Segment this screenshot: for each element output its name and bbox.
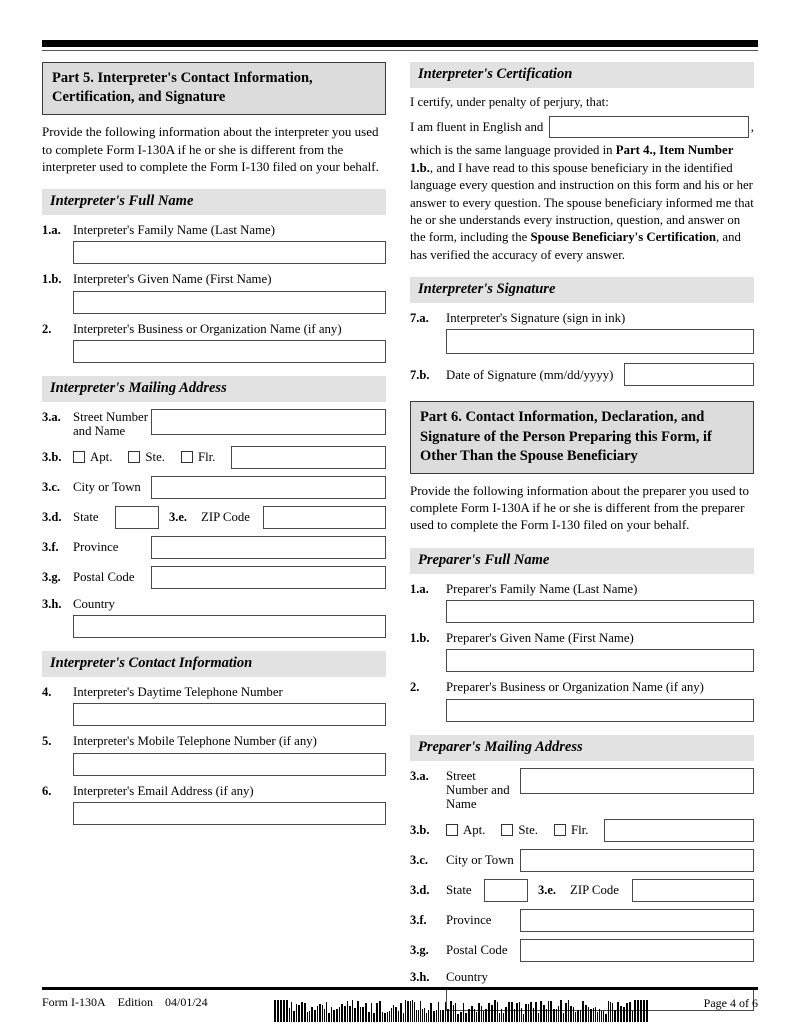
preparer-postal-code-input[interactable] bbox=[520, 939, 754, 962]
flr-checkbox[interactable] bbox=[554, 824, 566, 836]
certification-language-input[interactable] bbox=[549, 116, 749, 138]
preparer-given-name-input[interactable] bbox=[446, 649, 754, 672]
footer-form-info bbox=[42, 995, 220, 1010]
preparer-street-input[interactable] bbox=[520, 768, 754, 794]
item-number: 1.b. bbox=[42, 272, 62, 287]
item-number: 2. bbox=[42, 321, 52, 336]
item-number: 3.e. bbox=[538, 883, 557, 898]
page-footer bbox=[42, 995, 758, 1022]
certification-paragraph bbox=[410, 142, 754, 264]
interpreter-daytime-phone-input[interactable] bbox=[73, 703, 386, 726]
preparer-field-3c-row bbox=[410, 849, 754, 872]
interpreter-business-name-input[interactable] bbox=[73, 340, 386, 363]
interpreter-certification-heading: Interpreter's Certification bbox=[410, 62, 754, 88]
interpreter-certification-body bbox=[410, 94, 754, 264]
item-number: 3.h. bbox=[42, 596, 62, 611]
item-number: 1.a. bbox=[410, 581, 429, 596]
field-1a-row bbox=[42, 222, 386, 238]
interpreter-signature-date-input[interactable] bbox=[624, 363, 754, 386]
right-column bbox=[410, 62, 754, 1011]
interpreter-signature-input[interactable] bbox=[446, 329, 754, 354]
fluent-suffix-text: , bbox=[750, 119, 754, 134]
item-label: Street Number and Name bbox=[73, 410, 148, 439]
item-label: Interpreter's Business or Organization Name (if any) bbox=[73, 321, 342, 336]
field-2-row bbox=[42, 321, 386, 337]
preparer-field-3h-row bbox=[410, 969, 754, 985]
ste-checkbox[interactable] bbox=[501, 824, 513, 836]
top-rule bbox=[42, 40, 758, 47]
item-label: City or Town bbox=[446, 853, 514, 868]
left-column bbox=[42, 62, 386, 1011]
interpreter-street-input[interactable] bbox=[151, 409, 386, 435]
preparer-field-2-row bbox=[410, 679, 754, 695]
interpreter-full-name-heading: Interpreter's Full Name bbox=[42, 189, 386, 215]
preparer-unit-number-input[interactable] bbox=[604, 819, 754, 842]
interpreter-mailing-address-heading: Interpreter's Mailing Address bbox=[42, 376, 386, 402]
item-label: Country bbox=[446, 969, 488, 984]
form-id-text: Form I-130A bbox=[42, 995, 106, 1009]
item-number: 3.a. bbox=[410, 768, 429, 783]
item-number: 3.b. bbox=[410, 823, 430, 838]
preparer-family-name-input[interactable] bbox=[446, 600, 754, 623]
field-1b-row bbox=[42, 271, 386, 287]
flr-label: Flr. bbox=[570, 822, 589, 837]
apt-label: Apt. bbox=[90, 449, 113, 464]
item-label: Province bbox=[446, 913, 492, 928]
item-number: 3.a. bbox=[42, 410, 61, 425]
item-label: Interpreter's Family Name (Last Name) bbox=[73, 223, 276, 238]
item-label: Interpreter's Given Name (First Name) bbox=[73, 272, 272, 287]
preparer-field-3d-3e-row bbox=[410, 879, 754, 902]
item-label: Province bbox=[73, 540, 119, 555]
item-label: Street Number and Name bbox=[446, 768, 510, 812]
item-number: 3.h. bbox=[410, 969, 430, 984]
item-label: Preparer's Family Name (Last Name) bbox=[446, 581, 638, 596]
item-label: ZIP Code bbox=[570, 883, 619, 898]
field-3b-row bbox=[42, 446, 386, 469]
flr-checkbox[interactable] bbox=[181, 451, 193, 463]
field-7b-row bbox=[410, 363, 754, 386]
ste-checkbox[interactable] bbox=[128, 451, 140, 463]
item-number: 1.b. bbox=[410, 631, 430, 646]
ste-label: Ste. bbox=[145, 449, 165, 464]
item-number: 2. bbox=[410, 680, 420, 695]
item-label: Postal Code bbox=[73, 570, 135, 585]
field-3f-row bbox=[42, 536, 386, 559]
apt-checkbox[interactable] bbox=[446, 824, 458, 836]
item-number: 7.b. bbox=[410, 367, 430, 382]
cert-text-part-1: which is the same language provided in bbox=[410, 143, 616, 158]
certification-fluent-row bbox=[410, 116, 754, 138]
item-number: 3.c. bbox=[410, 853, 429, 868]
interpreter-country-input[interactable] bbox=[73, 615, 386, 638]
field-7a-row bbox=[410, 310, 754, 326]
item-label: Interpreter's Signature (sign in ink) bbox=[446, 311, 626, 326]
interpreter-state-input[interactable] bbox=[115, 506, 159, 529]
part6-intro: Provide the following information about the preparer you used to complete Form I-130A if he or she is different from the preparer used to complete the Form I-130 filed on your behalf. bbox=[410, 482, 750, 533]
preparer-field-3a-row bbox=[410, 768, 754, 812]
item-number: 3.d. bbox=[42, 510, 62, 525]
interpreter-mobile-phone-input[interactable] bbox=[73, 753, 386, 776]
field-4-row bbox=[42, 684, 386, 700]
edition-date-text: 04/01/24 bbox=[165, 995, 208, 1009]
interpreter-zip-input[interactable] bbox=[263, 506, 386, 529]
interpreter-email-input[interactable] bbox=[73, 802, 386, 825]
field-5-row bbox=[42, 733, 386, 749]
apt-label: Apt. bbox=[463, 822, 486, 837]
barcode bbox=[274, 996, 649, 1022]
item-number: 3.e. bbox=[169, 510, 188, 525]
item-number: 3.f. bbox=[42, 540, 59, 555]
page-number: Page 4 of 6 bbox=[703, 996, 758, 1010]
preparer-field-3b-row bbox=[410, 819, 754, 842]
item-number: 1.a. bbox=[42, 223, 61, 238]
preparer-zip-input[interactable] bbox=[632, 879, 754, 902]
fluent-prefix-text: I am fluent in English and bbox=[410, 119, 544, 134]
field-3a-row bbox=[42, 409, 386, 439]
interpreter-given-name-input[interactable] bbox=[73, 291, 386, 314]
part5-intro: Provide the following information about the interpreter you used to complete Form I-130A if he or she is different from the interpreter used to complete the Form I-130 filed on your behalf. bbox=[42, 124, 379, 174]
item-label: City or Town bbox=[73, 480, 141, 495]
item-number: 6. bbox=[42, 783, 52, 798]
cert-text-part-2: , and I have read to this spouse beneficiary in the identified language every question and instruction on this form and his or her answer to every question. The spouse beneficiary informed me that he or she understands every instruction, question, and answer on the form, including the bbox=[410, 160, 754, 245]
field-3g-row bbox=[42, 566, 386, 589]
item-label: Preparer's Business or Organization Name (if any) bbox=[446, 680, 704, 695]
item-number: 7.a. bbox=[410, 311, 429, 326]
preparer-state-input[interactable] bbox=[484, 879, 528, 902]
preparer-mailing-address-heading: Preparer's Mailing Address bbox=[410, 735, 754, 761]
item-label: Postal Code bbox=[446, 943, 508, 958]
preparer-field-1a-row bbox=[410, 581, 754, 597]
item-number: 3.d. bbox=[410, 883, 430, 898]
edition-label-text: Edition bbox=[117, 995, 154, 1009]
item-label: Interpreter's Email Address (if any) bbox=[73, 783, 254, 798]
certification-line-1: I certify, under penalty of perjury, that: bbox=[410, 95, 609, 109]
item-label: Date of Signature (mm/dd/yyyy) bbox=[446, 367, 614, 382]
preparer-city-input[interactable] bbox=[520, 849, 754, 872]
field-6-row bbox=[42, 783, 386, 799]
field-3c-row bbox=[42, 476, 386, 499]
preparer-field-3g-row bbox=[410, 939, 754, 962]
item-label: Interpreter's Mobile Telephone Number (if any) bbox=[73, 734, 317, 749]
item-number: 3.g. bbox=[410, 943, 429, 958]
item-number: 3.f. bbox=[410, 913, 427, 928]
interpreter-postal-code-input[interactable] bbox=[151, 566, 386, 589]
preparer-business-name-input[interactable] bbox=[446, 699, 754, 722]
interpreter-signature-heading: Interpreter's Signature bbox=[410, 277, 754, 303]
cert-text-part-3: , and has verified the accuracy of every answer. bbox=[410, 230, 741, 262]
item-label: State bbox=[446, 883, 472, 898]
interpreter-contact-information-heading: Interpreter's Contact Information bbox=[42, 651, 386, 677]
cert-bold-spouse-certification: Spouse Beneficiary's Certification bbox=[530, 230, 717, 245]
interpreter-province-input[interactable] bbox=[151, 536, 386, 559]
item-number: 3.b. bbox=[42, 450, 62, 465]
preparer-field-1b-row bbox=[410, 630, 754, 646]
item-label: Interpreter's Daytime Telephone Number bbox=[73, 685, 283, 700]
item-number: 4. bbox=[42, 685, 52, 700]
preparer-full-name-heading: Preparer's Full Name bbox=[410, 548, 754, 574]
interpreter-unit-number-input[interactable] bbox=[231, 446, 386, 469]
item-label: Preparer's Given Name (First Name) bbox=[446, 631, 634, 646]
item-label: ZIP Code bbox=[201, 510, 250, 525]
item-label: Country bbox=[73, 596, 115, 611]
flr-label: Flr. bbox=[197, 449, 216, 464]
preparer-province-input[interactable] bbox=[520, 909, 754, 932]
field-3h-row bbox=[42, 596, 386, 612]
apt-checkbox[interactable] bbox=[73, 451, 85, 463]
preparer-field-3f-row bbox=[410, 909, 754, 932]
item-number: 3.c. bbox=[42, 480, 61, 495]
top-rule-thin bbox=[42, 50, 758, 51]
interpreter-family-name-input[interactable] bbox=[73, 241, 386, 264]
interpreter-city-input[interactable] bbox=[151, 476, 386, 499]
part5-header: Part 5. Interpreter's Contact Information, Certification, and Signature bbox=[42, 62, 386, 115]
item-number: 5. bbox=[42, 734, 52, 749]
ste-label: Ste. bbox=[518, 822, 538, 837]
item-label: State bbox=[73, 510, 99, 525]
item-number: 3.g. bbox=[42, 570, 61, 585]
cert-bold-part-4-ref: Part 4., Item Number 1.b. bbox=[410, 143, 734, 175]
field-3d-3e-row bbox=[42, 506, 386, 529]
footer-rule bbox=[42, 987, 758, 990]
two-column-body bbox=[0, 62, 800, 1011]
part6-header: Part 6. Contact Information, Declaration, and Signature of the Person Preparing this Form, if Other Than the Spouse Beneficiary bbox=[410, 401, 754, 473]
